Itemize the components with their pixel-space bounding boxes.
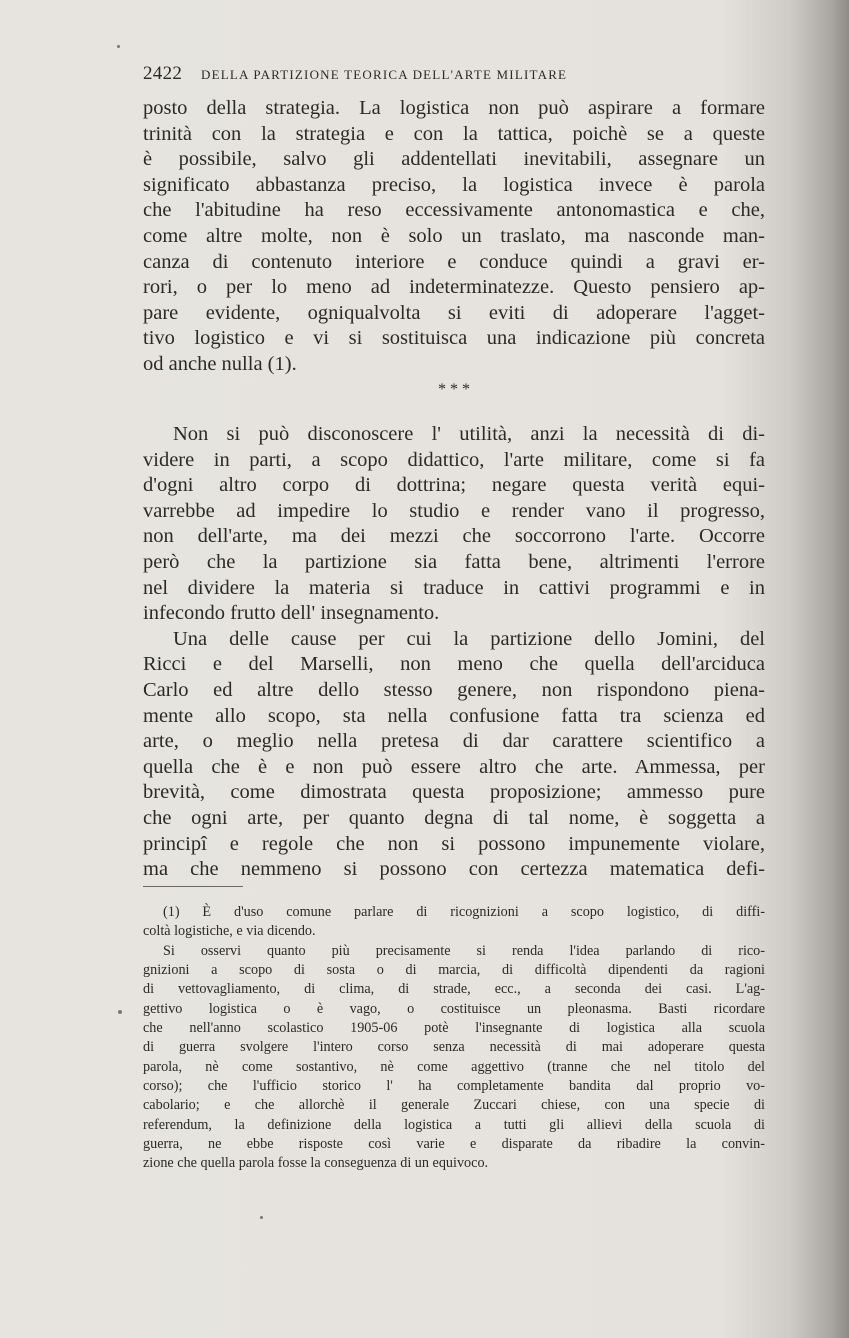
footnote-line: guerra, ne ebbe risposte così varie e disparate da ribadire la convin- bbox=[143, 1136, 765, 1153]
footnote-line: parola, nè come sostantivo, nè come aggettivo (tranne che nel titolo del bbox=[143, 1058, 765, 1075]
footnote-1 bbox=[143, 903, 765, 942]
text-line: trinità con la strategia e con la tattica, poichè se a queste bbox=[143, 122, 765, 145]
footnote-line: corso); che l'ufficio storico l' ha completamente bandita dal proprio vo- bbox=[143, 1078, 765, 1095]
text-line: principî e regole che non si possono impunemente violare, bbox=[143, 832, 765, 855]
footnote-line: coltà logistiche, e via dicendo. bbox=[143, 923, 316, 940]
text-line: canza di contenuto interiore e conduce quindi a gravi er- bbox=[143, 250, 765, 273]
text-line: arte, o meglio nella pretesa di dar carattere scientifico a bbox=[143, 730, 765, 753]
text-line: brevità, come dimostrata questa proposizione; ammesso pure bbox=[143, 781, 765, 804]
paragraph-1 bbox=[143, 96, 765, 378]
footnote-line: che nell'anno scolastico 1905-06 potè l'insegnante di logistica alla scuola bbox=[143, 1020, 765, 1037]
footnote-line: referendum, la definizione della logistica a tutti gli allievi della scuola di bbox=[143, 1116, 765, 1133]
main-text bbox=[143, 96, 765, 881]
footnote-line: cabolario; e che allorchè il generale Zuccari chiese, con una specie di bbox=[143, 1097, 765, 1114]
running-title: DELLA PARTIZIONE TEORICA DELL'ARTE MILITARE bbox=[201, 67, 568, 82]
footnote-line: zione che quella parola fosse la conseguenza di un equivoco. bbox=[143, 1155, 489, 1172]
text-line: nel dividere la materia si traduce in cattivi programmi e in bbox=[143, 576, 765, 599]
text-line: posto della strategia. La logistica non può aspirare a formare bbox=[143, 97, 765, 119]
text-line: è possibile, salvo gli addentellati inevitabili, assegnare un bbox=[143, 148, 765, 171]
paragraph-2 bbox=[143, 422, 765, 883]
text-line: rori, o per lo meno ad indeterminatezze. Questo pensiero ap- bbox=[143, 276, 765, 299]
text-line: Carlo ed altre dello stesso genere, non rispondono piena- bbox=[143, 678, 765, 701]
text-line: che ogni arte, per quanto degna di tal nome, è soggetta a bbox=[143, 806, 765, 829]
text-line: Non si può disconoscere l' utilità, anzi la necessità di di- bbox=[173, 423, 765, 445]
footnote-line: di guerra svolgere l'intero corso senza necessità di mai adoperare questa bbox=[143, 1039, 765, 1056]
paper-speck bbox=[118, 1010, 122, 1014]
text-line: Una delle cause per cui la partizione dello Jomini, del bbox=[173, 627, 765, 650]
footnote-line: gnizioni a scopo di sosta o di marcia, di difficoltà dipendenti da ragioni bbox=[143, 962, 765, 979]
footnote-divider bbox=[143, 886, 243, 887]
text-line: varrebbe ad impedire lo studio e render vano il progresso, bbox=[143, 499, 765, 522]
text-line: pare evidente, ogniqualvolta si eviti di adoperare l'agget- bbox=[143, 301, 765, 324]
text-line: significato abbastanza preciso, la logistica invece è parola bbox=[143, 173, 765, 196]
text-line: Ricci e del Marselli, non meno che quella dell'arciduca bbox=[143, 653, 765, 676]
text-line: come altre molte, non è solo un traslato, ma nasconde man- bbox=[143, 224, 765, 247]
footnotes bbox=[143, 903, 765, 1174]
footnote-line: di vettovagliamento, di clima, di strade, ecc., a seconda dei casi. L'ag- bbox=[143, 981, 765, 998]
page-number: 2422 bbox=[143, 63, 183, 84]
paper-speck bbox=[260, 1216, 263, 1219]
text-line: mente allo scopo, sta nella confusione fatta tra scienza ed bbox=[143, 704, 765, 727]
text-line: od anche nulla (1). bbox=[143, 352, 297, 375]
text-line: ma che nemmeno si possono con certezza matematica defi- bbox=[143, 858, 765, 881]
text-line: che l'abitudine ha reso eccessivamente antonomastica e che, bbox=[143, 199, 765, 222]
section-separator: * * * bbox=[438, 381, 470, 398]
running-header bbox=[143, 63, 763, 87]
text-line: videre in parti, a scopo didattico, l'arte militare, come si fa bbox=[143, 448, 765, 471]
footnote-line: Si osservi quanto più precisamente si renda l'idea parlando di rico- bbox=[163, 942, 765, 959]
text-line: quella che è e non può essere altro che arte. Ammessa, per bbox=[143, 755, 765, 778]
text-line: infecondo frutto dell' insegnamento. bbox=[143, 602, 440, 625]
text-line: non dell'arte, ma dei mezzi che soccorrono l'arte. Occorre bbox=[143, 525, 765, 548]
text-line: tivo logistico e vi si sostituisca una indicazione più concreta bbox=[143, 327, 765, 350]
footnote-line: (1) È d'uso comune parlare di ricognizioni a scopo logistico, di diffi- bbox=[163, 904, 765, 920]
text-line: d'ogni altro corpo di dottrina; negare questa verità equi- bbox=[143, 474, 765, 497]
paper-speck bbox=[117, 45, 120, 48]
footnote-1-continued bbox=[143, 942, 765, 1174]
footnote-line: gettivo logistica o è vago, o costituisce un pleonasma. Basti ricordare bbox=[143, 1000, 765, 1017]
text-line: però che la partizione sia fatta bene, altrimenti l'errore bbox=[143, 550, 765, 573]
